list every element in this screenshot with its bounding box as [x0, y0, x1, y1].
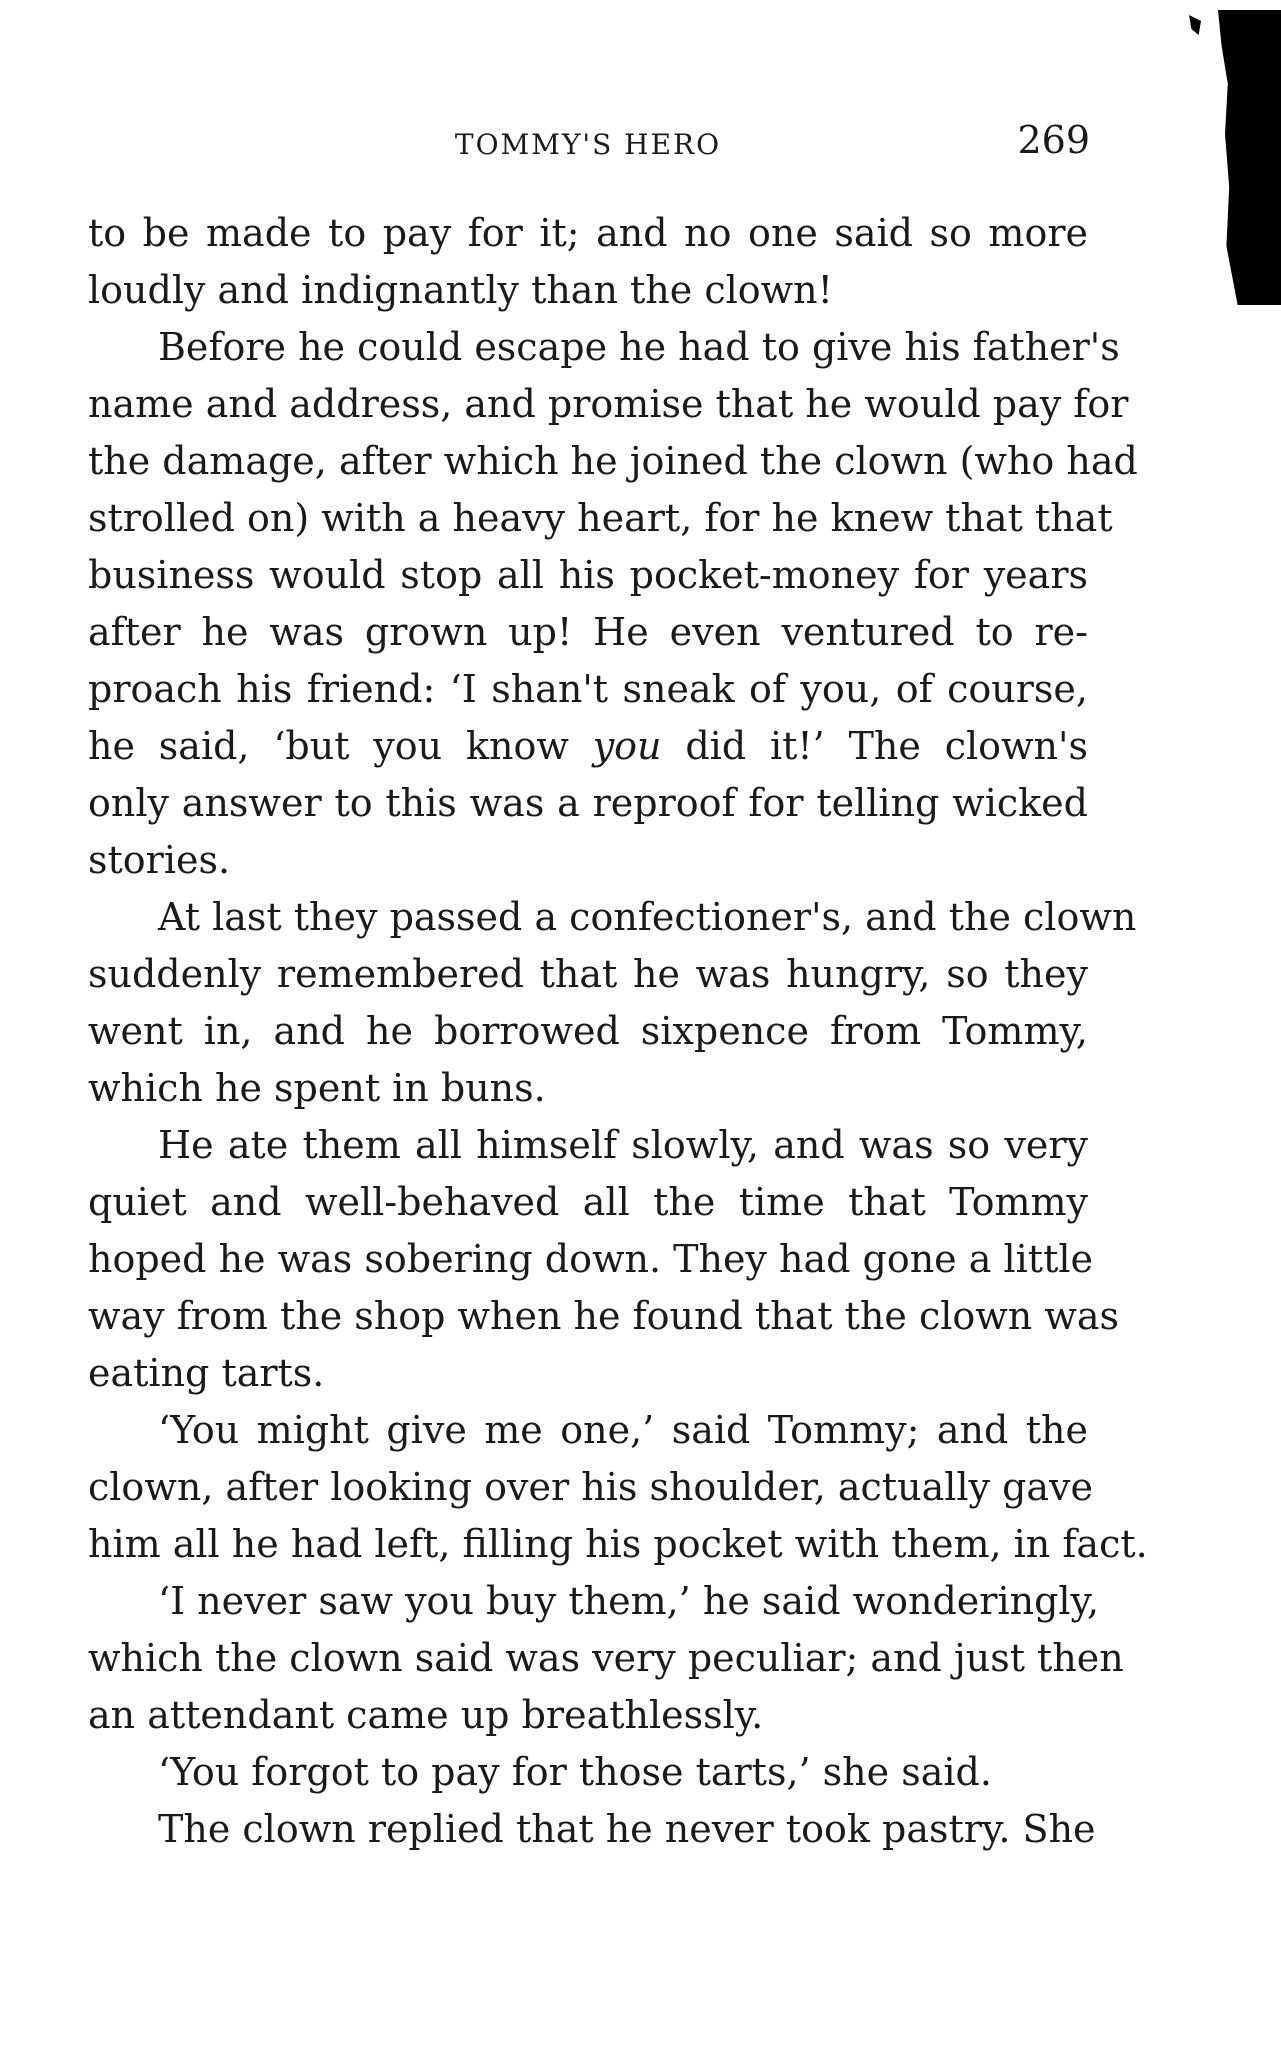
text-line: At last they passed a confectioner's, and the clown [158, 895, 1137, 939]
paragraph [88, 205, 1088, 319]
text-line: hoped he was sobering down. They had gone a little [88, 1237, 1093, 1281]
text-line: Before he could escape he had to give his father's [158, 325, 1120, 369]
text-line: stories. [88, 838, 231, 882]
italic-word: you [592, 724, 662, 768]
text-line: an attendant came up breathlessly. [88, 1693, 764, 1737]
paragraph [88, 1801, 1096, 1858]
paragraph [88, 1573, 1124, 1744]
paragraph [88, 319, 1138, 889]
running-head [88, 118, 1088, 168]
text-line: only answer to this was a reproof for telling wicked [88, 781, 1088, 825]
paragraph [88, 1744, 1088, 1801]
text-line: quiet and well-behaved all the time that Tommy [88, 1180, 1088, 1224]
paragraph [88, 889, 1137, 1117]
text-line: after he was grown up! He even ventured to re- [88, 610, 1088, 654]
text-line: name and address, and promise that he would pay for [88, 382, 1129, 426]
text-line: clown, after looking over his shoulder, actually gave [88, 1465, 1094, 1509]
text-line: He ate them all himself slowly, and was so very [158, 1123, 1088, 1167]
text-line: ‘You might give me one,’ said Tommy; and the [158, 1408, 1088, 1452]
paragraph [88, 1117, 1120, 1402]
text-line [88, 718, 1088, 775]
text-line: eating tarts. [88, 1351, 325, 1395]
text-line: proach his friend: ‘I shan't sneak of you, of course, [88, 667, 1088, 711]
text-line: to be made to pay for it; and no one said so more [88, 211, 1088, 255]
scan-speck [1189, 15, 1201, 35]
text-line: business would stop all his pocket-money for years [88, 553, 1088, 597]
text-line: way from the shop when he found that the clown was [88, 1294, 1120, 1338]
text-line: which he spent in buns. [88, 1066, 546, 1110]
text-line: him all he had left, filling his pocket with them, in fact. [88, 1522, 1148, 1566]
paragraph [88, 1402, 1148, 1573]
text-line: went in, and he borrowed sixpence from Tommy, [88, 1009, 1088, 1053]
text-line: The clown replied that he never took pastry. She [158, 1807, 1096, 1851]
running-title: TOMMY'S HERO [454, 128, 722, 161]
scanned-page-edge [1211, 10, 1281, 305]
text-fragment: he said, ‘but you know [88, 724, 569, 768]
text-line: strolled on) with a heavy heart, for he knew that that [88, 496, 1113, 540]
text-line: ‘You forgot to pay for those tarts,’ she said. [158, 1750, 992, 1794]
page-number: 269 [1017, 118, 1090, 162]
text-line: which the clown said was very peculiar; and just then [88, 1636, 1124, 1680]
body-text [88, 205, 1148, 1858]
text-fragment: did it!’ The clown's [685, 724, 1088, 768]
text-line: loudly and indignantly than the clown! [88, 268, 833, 312]
text-line: suddenly remembered that he was hungry, so they [88, 952, 1088, 996]
text-line: ‘I never saw you buy them,’ he said wonderingly, [158, 1579, 1100, 1623]
text-line: the damage, after which he joined the clown (who had [88, 439, 1138, 483]
